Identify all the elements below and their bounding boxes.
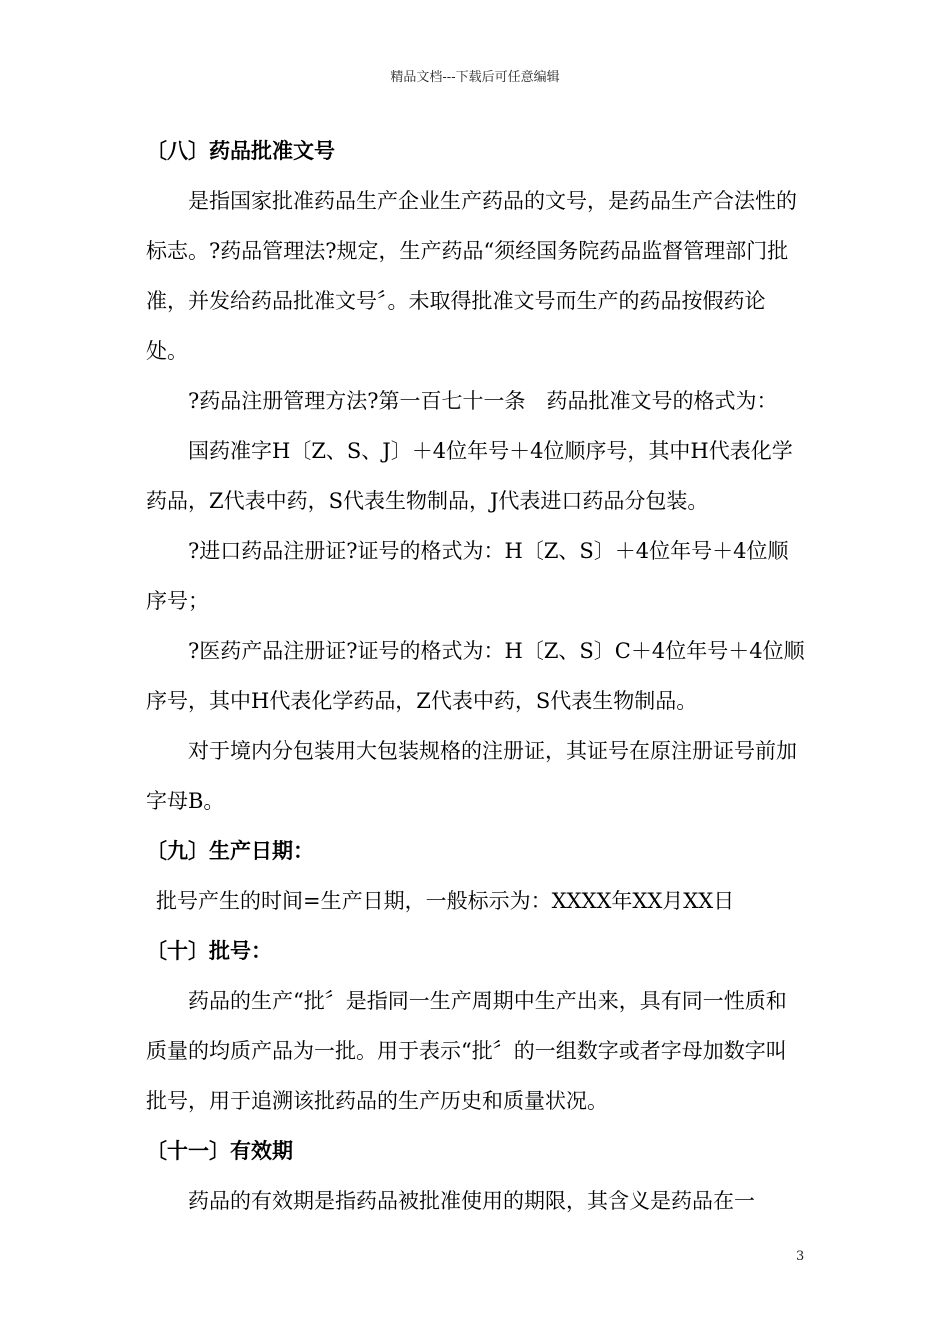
paragraph-subpackage-rule: 对于境内分包装用大包装规格的注册证，其证号在原注册证号前加字母B。: [146, 739, 797, 813]
paragraph-national-format: 国药准字H〔Z、S、J〕＋4位年号＋4位顺序号，其中H代表化学药品，Z代表中药，S代表生物制品，J代表进口药品分包装。: [146, 439, 793, 513]
paragraph-validity-period: 药品的有效期是指药品被批准使用的期限，其含义是药品在一: [188, 1189, 755, 1213]
page-number: 3: [796, 1249, 805, 1264]
paragraph-approval-number-definition: 是指国家批准药品生产企业生产药品的文号，是药品生产合法性的标志。?药品管理法?规定，生产药品“须经国务院药品监督管理部门批准，并发给药品批准文号〞。未取得批准文号而生产的药品按假药论处。: [146, 189, 797, 363]
section-heading-10: 〔十〕批号：: [146, 939, 272, 963]
paragraph-batch-number: 药品的生产“批〞是指同一生产周期中生产出来，具有同一性质和质量的均质产品为一批。用于表示“批〞的一组数字或者字母加数字叫批号，用于追溯该批药品的生产历史和质量状况。: [146, 989, 787, 1113]
section-heading-8: 〔八〕药品批准文号: [146, 139, 335, 163]
page-header: 精品文档---下载后可任意编辑: [390, 70, 560, 85]
document-body: [146, 126, 806, 1226]
section-heading-11: 〔十一〕有效期: [146, 1139, 293, 1163]
paragraph-registration-rule: ?药品注册管理方法?第一百七十一条 药品批准文号的格式为：: [188, 389, 778, 413]
paragraph-import-format: ?进口药品注册证?证号的格式为：H〔Z、S〕＋4位年号＋4位顺序号；: [146, 539, 789, 613]
section-heading-9: 〔九〕生产日期：: [146, 839, 314, 863]
paragraph-production-date: 批号产生的时间=生产日期，一般标示为：XXXX年XX月XX日: [156, 889, 735, 913]
paragraph-medical-product-format: ?医药产品注册证?证号的格式为：H〔Z、S〕C＋4位年号＋4位顺序号，其中H代表化学药品，Z代表中药，S代表生物制品。: [146, 639, 805, 713]
